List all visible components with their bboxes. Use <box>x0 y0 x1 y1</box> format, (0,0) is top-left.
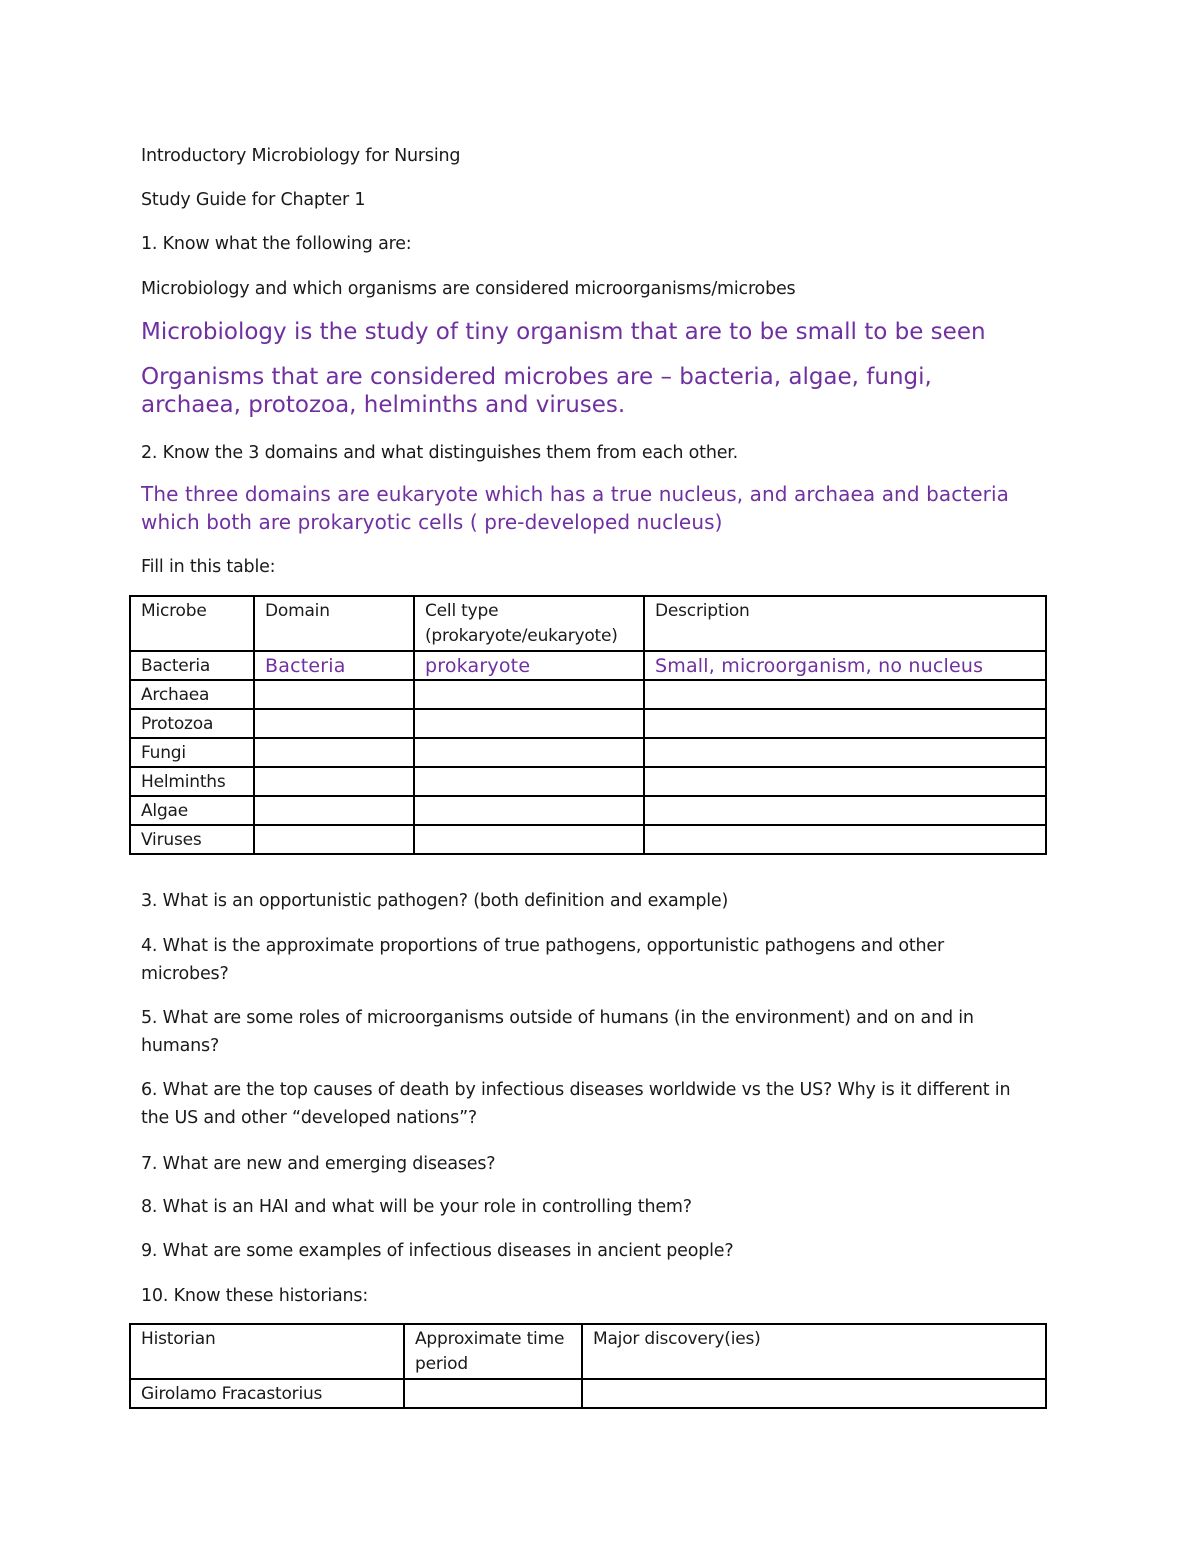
table-row <box>130 825 1046 854</box>
study-guide-subtitle: Study Guide for Chapter 1 <box>141 190 366 210</box>
question-6: 6. What are the top causes of death by infectious diseases worldwide vs the US? Why is it different in the US and other “developed nations”? <box>141 1080 1011 1128</box>
domain-cell <box>254 767 414 796</box>
question-4: 4. What is the approximate proportions of true pathogens, opportunistic pathogens and other microbes? <box>141 936 944 984</box>
domain-cell <box>254 738 414 767</box>
table-row <box>130 651 1046 680</box>
microbe-cell: Fungi <box>130 738 254 767</box>
historian-table <box>129 1323 1047 1409</box>
microbe-cell: Protozoa <box>130 709 254 738</box>
table-row <box>130 796 1046 825</box>
answer-1-definition: Microbiology is the study of tiny organism that are to be small to be seen <box>141 319 986 345</box>
table-row <box>130 767 1046 796</box>
discovery-cell <box>582 1379 1046 1408</box>
header-description: Description <box>644 596 1046 651</box>
question-1: 1. Know what the following are: <box>141 234 412 254</box>
description-cell <box>644 738 1046 767</box>
domain-cell <box>254 709 414 738</box>
question-5: 5. What are some roles of microorganisms outside of humans (in the environment) and on and in humans? <box>141 1008 974 1056</box>
header-major-discovery: Major discovery(ies) <box>582 1324 1046 1379</box>
header-historian: Historian <box>130 1324 404 1379</box>
description-cell <box>644 767 1046 796</box>
question-9: 9. What are some examples of infectious diseases in ancient people? <box>141 1241 734 1261</box>
table-row <box>130 738 1046 767</box>
cell-type-cell <box>414 825 644 854</box>
description-cell <box>644 709 1046 738</box>
table-header-row <box>130 596 1046 651</box>
cell-type-cell: prokaryote <box>414 651 644 680</box>
microbe-cell: Algae <box>130 796 254 825</box>
cell-type-cell <box>414 680 644 709</box>
period-cell <box>404 1379 582 1408</box>
domain-cell <box>254 680 414 709</box>
cell-type-cell <box>414 709 644 738</box>
table-row <box>130 709 1046 738</box>
header-microbe: Microbe <box>130 596 254 651</box>
description-cell <box>644 796 1046 825</box>
cell-type-cell <box>414 796 644 825</box>
cell-type-cell <box>414 738 644 767</box>
question-1-prompt: Microbiology and which organisms are considered microorganisms/microbes <box>141 279 796 299</box>
question-7: 7. What are new and emerging diseases? <box>141 1154 496 1174</box>
microbe-cell: Archaea <box>130 680 254 709</box>
course-title: Introductory Microbiology for Nursing <box>141 146 461 166</box>
table-header-row <box>130 1324 1046 1379</box>
answer-1-microbes: Organisms that are considered microbes are – bacteria, algae, fungi, archaea, protozoa, helminths and viruses. <box>141 364 932 418</box>
fill-table-label: Fill in this table: <box>141 557 276 577</box>
microbe-cell: Viruses <box>130 825 254 854</box>
question-10: 10. Know these historians: <box>141 1286 369 1306</box>
header-cell-type: Cell type (prokaryote/eukaryote) <box>414 596 644 651</box>
question-8: 8. What is an HAI and what will be your role in controlling them? <box>141 1197 692 1217</box>
microbe-table <box>129 595 1047 855</box>
answer-2-domains: The three domains are eukaryote which has a true nucleus, and archaea and bacteria which both are prokaryotic cells ( pre-developed nucleus) <box>141 482 1010 534</box>
microbe-cell: Helminths <box>130 767 254 796</box>
description-cell <box>644 825 1046 854</box>
description-cell <box>644 680 1046 709</box>
question-3: 3. What is an opportunistic pathogen? (both definition and example) <box>141 891 729 911</box>
domain-cell <box>254 796 414 825</box>
domain-cell: Bacteria <box>254 651 414 680</box>
description-cell: Small, microorganism, no nucleus <box>644 651 1046 680</box>
microbe-cell: Bacteria <box>130 651 254 680</box>
domain-cell <box>254 825 414 854</box>
table-row <box>130 1379 1046 1408</box>
question-2: 2. Know the 3 domains and what distinguishes them from each other. <box>141 443 739 463</box>
table-row <box>130 680 1046 709</box>
header-domain: Domain <box>254 596 414 651</box>
header-time-period: Approximate time period <box>404 1324 582 1379</box>
cell-type-cell <box>414 767 644 796</box>
historian-cell: Girolamo Fracastorius <box>130 1379 404 1408</box>
